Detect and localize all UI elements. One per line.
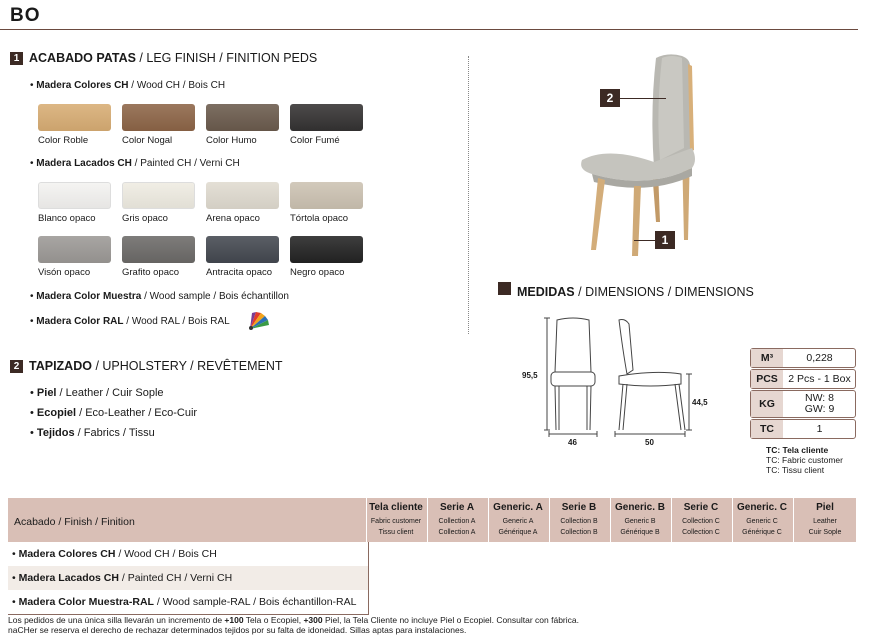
upholstery-item-rest: / Fabrics / Tissu bbox=[74, 427, 155, 439]
footer-note bbox=[8, 615, 579, 635]
chair-illustration bbox=[568, 50, 718, 260]
row-label-bold: Madera Colores CH bbox=[18, 548, 116, 560]
col-piel bbox=[795, 501, 855, 538]
footer-text: Los pedidos de una única silla llevarán un incremento de bbox=[8, 615, 225, 625]
upholstery-list bbox=[30, 383, 197, 443]
wood-color-bold: Madera Colores CH bbox=[36, 80, 129, 91]
wood-sample-rest: / Wood sample / Bois échantillon bbox=[141, 291, 289, 302]
col-title: Generic. A bbox=[493, 502, 543, 513]
row-label-bold: Madera Lacados CH bbox=[18, 572, 119, 584]
wood-ral-rest: / Wood RAL / Bois RAL bbox=[123, 316, 230, 327]
upholstery-item-ecoleather: • Ecopiel / Eco-Leather / Eco-Cuir bbox=[30, 407, 198, 419]
wood-color-heading: • Madera Colores CH / Wood CH / Bois CH bbox=[30, 80, 226, 91]
col-sub: Generic A bbox=[502, 518, 534, 525]
swatch-tortola[interactable] bbox=[290, 182, 363, 209]
spec-value bbox=[784, 420, 855, 438]
col-title: Generic. B bbox=[614, 502, 666, 513]
col-generic-a bbox=[488, 501, 548, 538]
dim-seat-height: 44,5 bbox=[692, 398, 708, 407]
upholstery-item-bold: Ecopiel bbox=[36, 407, 77, 419]
footer-text: Tela o Ecopiel, bbox=[243, 615, 304, 625]
section-upholstery-heading bbox=[10, 359, 283, 373]
dim-height: 95,5 bbox=[522, 371, 538, 380]
spec-volume bbox=[750, 348, 856, 368]
finish-table-title bbox=[14, 516, 135, 528]
swatch-antracita[interactable] bbox=[206, 236, 279, 263]
swatch-blanco[interactable] bbox=[38, 182, 111, 209]
col-generic-b bbox=[610, 501, 670, 538]
spec-pieces bbox=[750, 369, 856, 389]
row-label-rest: / Wood sample-RAL / Bois échantillon-RAL bbox=[153, 596, 357, 608]
spec-value-line: 1 bbox=[816, 422, 823, 435]
swatch-label: Color Nogal bbox=[122, 135, 173, 146]
spec-key: M³ bbox=[751, 349, 783, 367]
finish-table-title-bold: Acabado bbox=[14, 516, 56, 528]
col-tela-cliente bbox=[366, 501, 426, 538]
upholstery-item-bold: Tejidos bbox=[36, 427, 75, 439]
swatch-label: Negro opaco bbox=[290, 267, 345, 278]
upholstery-item-fabrics: • Tejidos / Fabrics / Tissu bbox=[30, 427, 155, 439]
wood-sample-bold: Madera Color Muestra bbox=[36, 291, 142, 302]
row-label-rest: / Wood CH / Bois CH bbox=[115, 548, 217, 560]
swatch-negro[interactable] bbox=[290, 236, 363, 263]
col-serie-b bbox=[549, 501, 609, 538]
swatch-gris[interactable] bbox=[122, 182, 195, 209]
section-leg-finish-bold: ACABADO PATAS bbox=[29, 51, 136, 65]
tc-note-line: TC: Fabric customer bbox=[766, 455, 843, 465]
dimensions-heading bbox=[498, 282, 754, 299]
row-label: • Madera Color Muestra-RAL / Wood sample-RAL / Bois échantillon-RAL bbox=[12, 596, 357, 608]
table-row bbox=[8, 542, 369, 566]
spec-key: TC bbox=[751, 420, 783, 438]
lacquer-bold: Madera Lacados CH bbox=[36, 158, 132, 169]
lacquer-rest: / Painted CH / Verni CH bbox=[131, 158, 240, 169]
col-sub: Générique B bbox=[620, 529, 660, 536]
tc-note bbox=[766, 445, 843, 475]
swatch-label: Color Fumé bbox=[290, 135, 340, 146]
col-title: Serie C bbox=[683, 502, 719, 513]
row-label-bold: Madera Color Muestra-RAL bbox=[18, 596, 154, 608]
col-sub: Cuir Sople bbox=[808, 529, 842, 536]
col-sub: Tissu client bbox=[378, 529, 414, 536]
col-sub: Collection C bbox=[682, 529, 720, 536]
spec-tc bbox=[750, 419, 856, 439]
spec-weight bbox=[750, 390, 856, 418]
callout-line bbox=[620, 98, 666, 99]
col-sub: Collection B bbox=[560, 529, 598, 536]
swatch-humo[interactable] bbox=[206, 104, 279, 131]
wood-ral-option: • Madera Color RAL / Wood RAL / Bois RAL bbox=[30, 316, 230, 327]
col-sub: Leather bbox=[813, 518, 837, 525]
callout-upholstery: 2 bbox=[600, 89, 620, 107]
col-title: Generic. C bbox=[736, 502, 788, 513]
swatch-grafito[interactable] bbox=[122, 236, 195, 263]
col-title: Serie B bbox=[561, 502, 597, 513]
callout-legs: 1 bbox=[655, 231, 675, 249]
row-label: • Madera Colores CH / Wood CH / Bois CH bbox=[12, 548, 217, 560]
section-number-2: 2 bbox=[10, 360, 23, 373]
col-sub: Collection C bbox=[682, 518, 720, 525]
section-leg-finish-heading bbox=[10, 51, 317, 65]
dimensions-marker bbox=[498, 282, 511, 295]
dimensions-rest: / DIMENSIONS / DIMENSIONS bbox=[574, 285, 754, 299]
swatch-label: Blanco opaco bbox=[38, 213, 96, 224]
footer-text-bold: +100 bbox=[224, 615, 244, 625]
header-separator bbox=[793, 498, 794, 542]
tc-note-bold: TC: Tela cliente bbox=[766, 445, 829, 455]
col-sub: Générique C bbox=[742, 529, 782, 536]
dimension-drawing bbox=[515, 312, 715, 447]
row-label: • Madera Lacados CH / Painted CH / Verni CH bbox=[12, 572, 233, 584]
upholstery-item-rest: / Leather / Cuir Sople bbox=[56, 387, 164, 399]
col-serie-a bbox=[427, 501, 487, 538]
ral-color-fan-icon bbox=[246, 309, 272, 331]
col-sub: Générique A bbox=[498, 529, 538, 536]
col-title: Tela cliente bbox=[369, 502, 423, 513]
swatch-label: Color Roble bbox=[38, 135, 89, 146]
col-serie-c bbox=[671, 501, 731, 538]
section-number-1: 1 bbox=[10, 52, 23, 65]
spec-value-line: NW: 8 bbox=[805, 392, 834, 404]
swatch-fume[interactable] bbox=[290, 104, 363, 131]
section-leg-finish-rest: / LEG FINISH / FINITION PEDS bbox=[135, 51, 318, 65]
title-divider bbox=[0, 29, 858, 30]
swatch-nogal[interactable] bbox=[122, 104, 195, 131]
swatch-roble[interactable] bbox=[38, 104, 111, 131]
finish-table-title-rest: / Finish / Finition bbox=[55, 516, 135, 528]
col-sub: Fabric customer bbox=[370, 518, 422, 525]
section-upholstery-bold: TAPIZADO bbox=[29, 359, 92, 373]
upholstery-item-bold: Piel bbox=[36, 387, 57, 399]
dimensions-bold: MEDIDAS bbox=[517, 285, 575, 299]
col-title: Piel bbox=[816, 502, 834, 513]
swatch-label: Visón opaco bbox=[38, 267, 91, 278]
table-row bbox=[8, 566, 369, 590]
upholstery-item-rest: / Eco-Leather / Eco-Cuir bbox=[76, 407, 198, 419]
column-divider bbox=[468, 56, 469, 334]
swatch-label: Antracita opaco bbox=[206, 267, 273, 278]
swatch-label: Arena opaco bbox=[206, 213, 260, 224]
swatch-label: Tórtola opaco bbox=[290, 213, 349, 224]
lacquer-heading: • Madera Lacados CH / Painted CH / Verni CH bbox=[30, 158, 240, 169]
swatch-arena[interactable] bbox=[206, 182, 279, 209]
col-sub: Collection A bbox=[438, 518, 476, 525]
col-sub: Collection A bbox=[438, 529, 476, 536]
spec-value-line: 2 Pcs - 1 Box bbox=[788, 372, 851, 385]
col-sub: Generic B bbox=[624, 518, 656, 525]
col-generic-c bbox=[732, 501, 792, 538]
row-label-rest: / Painted CH / Verni CH bbox=[118, 572, 233, 584]
tc-note-line: TC: Tissu client bbox=[766, 465, 825, 475]
table-row bbox=[8, 590, 369, 615]
spec-value bbox=[784, 370, 855, 388]
dim-width: 46 bbox=[568, 438, 577, 447]
spec-value bbox=[784, 391, 855, 417]
spec-value-line: 0,228 bbox=[806, 351, 833, 364]
swatch-label: Grafito opaco bbox=[122, 267, 180, 278]
page-title: BO bbox=[10, 5, 41, 26]
spec-value bbox=[784, 349, 855, 367]
swatch-label: Gris opaco bbox=[122, 213, 168, 224]
callout-line bbox=[634, 240, 655, 241]
dim-depth: 50 bbox=[645, 438, 654, 447]
upholstery-item-leather: • Piel / Leather / Cuir Sople bbox=[30, 387, 164, 399]
footer-text: naCHer se reserva el derecho de rechazar determinados tejidos por su falta de idoneidad. Sillas aptas para instalaciones. bbox=[8, 625, 467, 635]
wood-color-rest: / Wood CH / Bois CH bbox=[128, 80, 226, 91]
spec-key: KG bbox=[751, 391, 783, 417]
spec-value-line: GW: 9 bbox=[804, 403, 835, 415]
footer-text-bold: +300 bbox=[303, 615, 323, 625]
col-title: Serie A bbox=[439, 502, 475, 513]
swatch-label: Color Humo bbox=[206, 135, 257, 146]
col-sub: Generic C bbox=[746, 518, 778, 525]
section-upholstery-rest: / UPHOLSTERY / REVÊTEMENT bbox=[91, 359, 283, 373]
spec-key: PCS bbox=[751, 370, 783, 388]
wood-ral-bold: Madera Color RAL bbox=[36, 316, 124, 327]
col-sub: Collection B bbox=[560, 518, 598, 525]
wood-sample-option: • Madera Color Muestra / Wood sample / Bois échantillon bbox=[30, 291, 289, 302]
swatch-vison[interactable] bbox=[38, 236, 111, 263]
footer-text: Piel, la Tela Cliente no incluye Piel o Ecopiel. Consultar con fábrica. bbox=[322, 615, 579, 625]
